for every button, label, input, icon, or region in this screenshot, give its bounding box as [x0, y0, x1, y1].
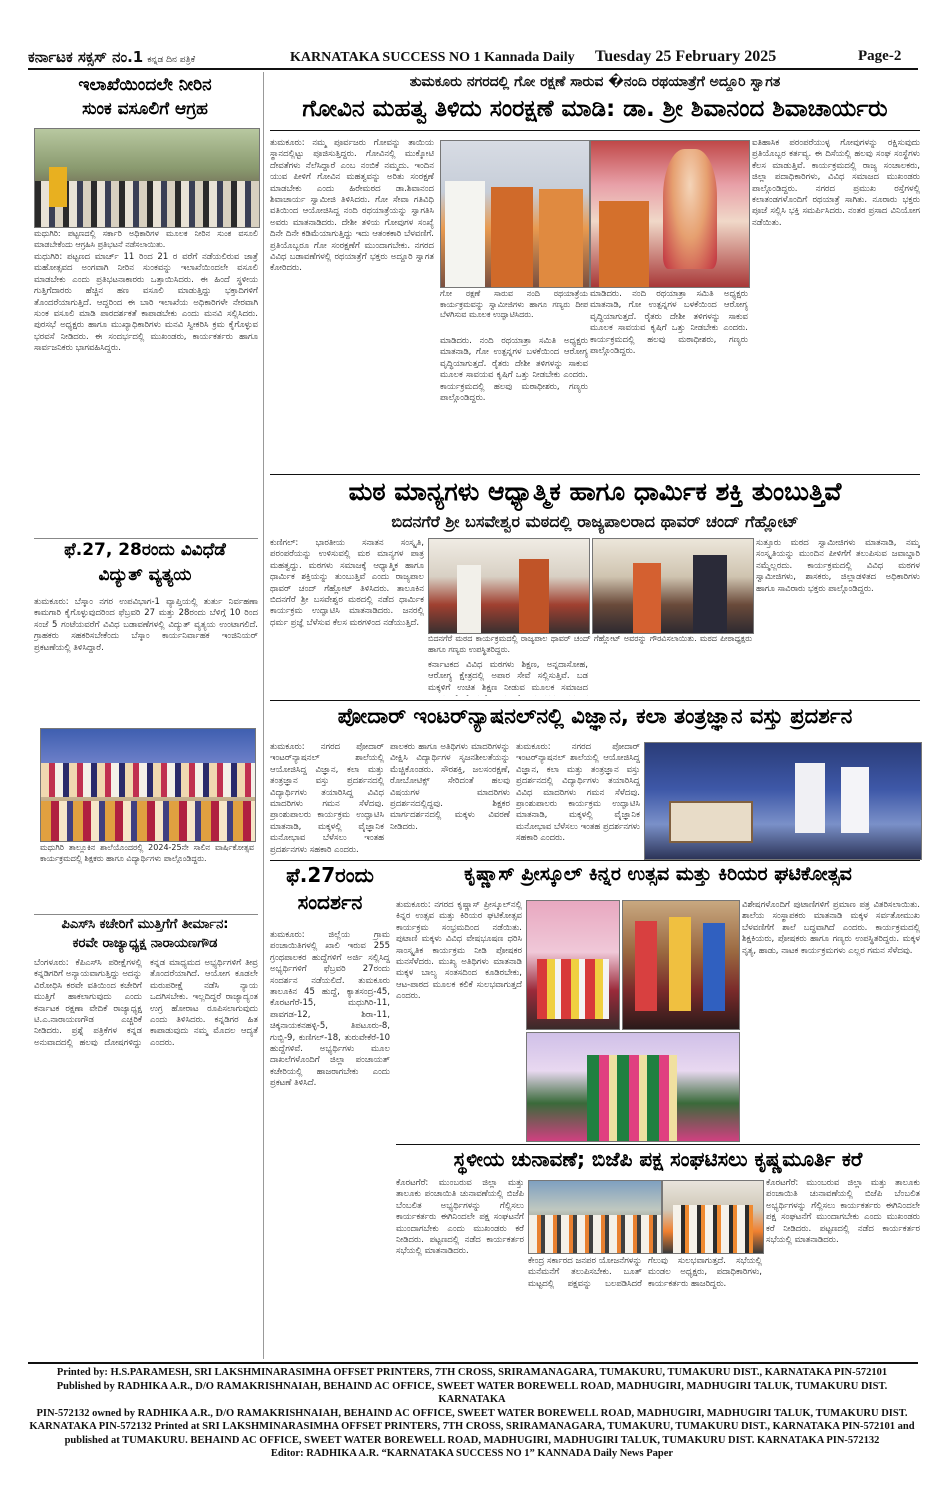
monk-figure — [633, 563, 661, 633]
lead-body-mid: ಮಾಡಿದರು. ನಂದಿ ರಥಯಾತ್ರಾ ಸಮಿತಿ ಅಧ್ಯಕ್ಷರು ಮಾತನಾಡಿ, ಗೋ ಉತ್ಪನ್ನಗಳ ಬಳಕೆಯಿಂದ ಆರೋಗ್ಯ ವೃದ್ಧಿಯಾಗುತ್ತದೆ. ರೈತರು ದೇಶೀ ತಳಿಗಳನ್ನು ಸಾಕುವ ಮೂಲಕ ಸಾವಯವ ಕೃಷಿಗೆ ಒತ್ತು ನೀಡಬೇಕು ಎಂದರು. ಕಾರ್ಯಕ್ರಮದಲ್ಲಿ ಹಲವು ಮಠಾಧೀಶರು, ಗಣ್ಯರು ಪಾಲ್ಗೊಂಡಿದ್ದರು. — [590, 289, 748, 357]
swamiji-figure-2 — [519, 559, 549, 633]
lead-body-right: ಐತಿಹಾಸಿಕ ಪರಂಪರೆಯುಳ್ಳ ಗೋವುಗಳನ್ನು ರಕ್ಷಿಸುವುದು ಪ್ರತಿಯೊಬ್ಬರ ಕರ್ತವ್ಯ. ಈ ದಿಸೆಯಲ್ಲಿ ಹಲವು ಸಂಘ ಸಂಸ್ಥೆಗಳು ಕೆಲಸ ಮಾಡುತ್ತಿವೆ. ಕಾರ್ಯಕ್ರಮದಲ್ಲಿ ರಾಜ್ಯ ಸಂಚಾಲಕರು, ಜಿಲ್ಲಾ ಪದಾಧಿಕಾರಿಗಳು, ವಿವಿಧ ಸಮಾಜದ ಮುಖಂಡರು ಪಾಲ್ಗೊಂಡಿದ್ದರು. ನಗರದ ಪ್ರಮುಖ ರಸ್ತೆಗಳಲ್ಲಿ ಕಲಾತಂಡಗಳೊಂದಿಗೆ ರಥಯಾತ್ರೆ ಸಾಗಿತು. ನೂರಾರು ಭಕ್ತರು ಪೂಜೆ ಸಲ್ಲಿಸಿ ಭಕ್ತಿ ಸಮರ್ಪಿಸಿದರು. ನಂತರ ಪ್ರಸಾದ ವಿನಿಯೋಗ ನಡೆಯಿತು. — [752, 138, 920, 228]
ladies-group — [587, 1055, 677, 1141]
student-figure — [795, 763, 825, 833]
masthead-title — [28, 48, 195, 66]
col1-headline-1a: ಇಲಾಖೆಯಿಂದಲೇ ನೀರಿನ — [78, 75, 212, 95]
story2-rule — [270, 474, 920, 475]
sidebar-headline-b: ಸಂದರ್ಶನ — [297, 890, 363, 914]
story5-body-mid: ಕೇಂದ್ರ ಸರ್ಕಾರದ ಜನಪರ ಯೋಜನೆಗಳನ್ನು ಮನೆಮನೆಗೆ ತಲುಪಿಸಬೇಕು. ಬೂತ್ ಮಟ್ಟದಲ್ಲಿ ಪಕ್ಷವನ್ನು ಬಲಪಡಿಸಿದರೆ ಗೆಲುವು ಸುಲಭವಾಗುತ್ತದೆ. ಸಭೆಯಲ್ಲಿ ಮಂಡಲ ಅಧ್ಯಕ್ಷರು, ಪದಾಧಿಕಾರಿಗಳು, ಕಾರ್ಯಕರ್ತರು ಹಾಜರಿದ್ದರು. — [528, 1256, 762, 1289]
school-group-photo — [40, 728, 256, 842]
story5-body-right: ಕೊರಟಗೆರೆ: ಮುಂಬರುವ ಜಿಲ್ಲಾ ಮತ್ತು ತಾಲೂಕು ಪಂಚಾಯಿತಿ ಚುನಾವಣೆಯಲ್ಲಿ ಬಿಜೆಪಿ ಬೆಂಬಲಿತ ಅಭ್ಯರ್ಥಿಗಳನ್ನು ಗೆಲ್ಲಿಸಲು ಕಾರ್ಯಕರ್ತರು ಈಗಿನಿಂದಲೇ ಪಕ್ಷ ಸಂಘಟನೆಗೆ ಮುಂದಾಗಬೇಕು ಎಂದು ಮುಖಂಡರು ಕರೆ ನೀಡಿದರು. ಪಟ್ಟಣದಲ್ಲಿ ನಡೆದ ಕಾರ್ಯಕರ್ತರ ಸಭೆಯಲ್ಲಿ ಮಾತನಾಡಿದರು. — [766, 1178, 920, 1246]
lead-body-left: ತುಮಕೂರು: ನಮ್ಮ ಪೂರ್ವಜರು ಗೋವನ್ನು ತಾಯಿಯ ಸ್ಥಾನದಲ್ಲಿಟ್ಟು ಪೂಜಿಸುತ್ತಿದ್ದರು. ಗೋವಿನಲ್ಲಿ ಮುಕ್ಕೋಟಿ ದೇವತೆಗಳು ನೆಲೆಸಿದ್ದಾರೆ ಎಂಬ ನಂಬಿಕೆ ನಮ್ಮದು. ಇಂದಿನ ಯುವ ಪೀಳಿಗೆ ಗೋವಿನ ಮಹತ್ವವನ್ನು ಅರಿತು ಸಂರಕ್ಷಣೆ ಮಾಡಬೇಕು ಎಂದು ಹಿರೇಮಠದ ಡಾ.ಶಿವಾನಂದ ಶಿವಾಚಾರ್ಯ ಸ್ವಾಮೀಜಿ ತಿಳಿಸಿದರು. ಗೋ ಸೇವಾ ಗತಿವಿಧಿ ವತಿಯಿಂದ ಆಯೋಜಿಸಿದ್ದ ನಂದಿ ರಥಯಾತ್ರೆಯನ್ನು ಸ್ವಾಗತಿಸಿ ಅವರು ಮಾತನಾಡಿದರು. ದೇಶೀ ತಳಿಯ ಗೋವುಗಳ ಸಂಖ್ಯೆ ದಿನೇ ದಿನೇ ಕಡಿಮೆಯಾಗುತ್ತಿದ್ದು ಇದು ಆತಂಕಕಾರಿ ಬೆಳವಣಿಗೆ. ಪ್ರತಿಯೊಬ್ಬರೂ ಗೋ ಸಂರಕ್ಷಣೆಗೆ ಮುಂದಾಗಬೇಕು. ನಗರದ ವಿವಿಧ ಬಡಾವಣೆಗಳಲ್ಲಿ ರಥಯಾತ್ರೆಗೆ ಭಕ್ತರು ಅದ್ದೂರಿ ಸ್ವಾಗತ ಕೋರಿದರು. — [270, 138, 434, 274]
governor-figure-2 — [693, 555, 727, 633]
story2-subhead: ಬಿದನಗೆರೆ ಶ್ರೀ ಬಸವೇಶ್ವರ ಮಠದಲ್ಲಿ ರಾಜ್ಯಪಾಲರಾದ ಥಾವರ್ ಚಂದ್ ಗೆಹ್ಲೋಟ್ — [391, 512, 799, 531]
story3-body-left: ತುಮಕೂರು: ನಗರದ ಪೋದಾರ್ ಇಂಟರ್‌ನ್ಯಾಷನಲ್ ಶಾಲೆಯಲ್ಲಿ ಆಯೋಜಿಸಿದ್ದ ವಿಜ್ಞಾನ, ಕಲಾ ಮತ್ತು ತಂತ್ರಜ್ಞಾನ ವಸ್ತು ಪ್ರದರ್ಶನದಲ್ಲಿ ವಿದ್ಯಾರ್ಥಿಗಳು ತಯಾರಿಸಿದ್ದ ವಿವಿಧ ಮಾದರಿಗಳು ಗಮನ ಸೆಳೆದವು. ಪ್ರಾಂಶುಪಾಲರು ಕಾರ್ಯಕ್ರಮ ಉದ್ಘಾಟಿಸಿ ಮಾತನಾಡಿ, ಮಕ್ಕಳಲ್ಲಿ ವೈಜ್ಞಾನಿಕ ಮನೋಭಾವ ಬೆಳೆಸಲು ಇಂತಹ ಪ್ರದರ್ಶನಗಳು ಸಹಕಾರಿ ಎಂದರು. — [270, 742, 384, 855]
masthead-name: ಕರ್ನಾಟಕ ಸಕ್ಸಸ್ ನಂ.1 — [28, 48, 144, 66]
story4-top-rule — [270, 860, 920, 861]
masthead-date: Tuesday 25 February 2025 — [595, 48, 777, 65]
bjp-leaders — [673, 1205, 753, 1253]
col1-headline-2a: ಫೆ.27, 28ರಂದು ವಿವಿಧೆಡೆ — [64, 540, 226, 560]
lead-photo-2 — [590, 140, 750, 288]
governor-figure — [457, 565, 481, 633]
lead-photo-1 — [440, 140, 590, 288]
lead-kicker: ತುಮಕೂರು ನಗರದಲ್ಲಿ ಗೋ ರಕ್ಷಣೆ ಸಾರುವ �ನಂದಿ ರಥಯಾತ್ರೆಗೆ ಅದ್ದೂರಿ ಸ್ವಾಗತ — [409, 74, 781, 90]
col1-separator — [34, 538, 258, 539]
sidebar-headline — [270, 864, 390, 914]
col1-headline-1b: ಸುಂಕ ವಸೂಲಿಗೆ ಆಗ್ರಹ — [82, 98, 208, 119]
deity-image — [663, 149, 717, 269]
story3-body-mid: ಪಾಲಕರು ಹಾಗೂ ಅತಿಥಿಗಳು ಮಾದರಿಗಳನ್ನು ವೀಕ್ಷಿಸಿ ವಿದ್ಯಾರ್ಥಿಗಳ ಸೃಜನಶೀಲತೆಯನ್ನು ಮೆಚ್ಚಿಕೊಂಡರು. ಸೌರಶಕ್ತಿ, ಜಲಸಂರಕ್ಷಣೆ, ರೋಬೋಟಿಕ್ಸ್ ಸೇರಿದಂತೆ ಹಲವು ವಿಷಯಗಳ ಮಾದರಿಗಳು ಪ್ರದರ್ಶನದಲ್ಲಿದ್ದವು. ಶಿಕ್ಷಕರ ಮಾರ್ಗದರ್ಶನದಲ್ಲಿ ಮಕ್ಕಳು ವಿವರಣೆ ನೀಡಿದರು. — [390, 742, 510, 832]
imprint-line-4: KARNATAKA PIN-572132 Printed at SRI LAKSHMINARASIMHA OFFSET PRINTERS, 7TH CROSS, SRIRAMANAGARA, TUMAKURU, TUMAKURU DIST., KARNATAKA PIN-572101 and — [29, 1421, 915, 1432]
lead-headline: ಗೋವಿನ ಮಹತ್ವ ತಿಳಿದು ಸಂರಕ್ಷಣೆ ಮಾಡಿ: ಡಾ. ಶ್ರೀ ಶಿವಾನಂದ ಶಿವಾಚಾರ್ಯರು — [302, 96, 888, 122]
preschool-photo-3 — [526, 1032, 740, 1142]
story5-rule — [396, 1144, 920, 1145]
story2-body-mid: ಕರ್ನಾಟಕದ ವಿವಿಧ ಮಠಗಳು ಶಿಕ್ಷಣ, ಅನ್ನದಾಸೋಹ, ಆರೋಗ್ಯ ಕ್ಷೇತ್ರದಲ್ಲಿ ಅಪಾರ ಸೇವೆ ಸಲ್ಲಿಸುತ್ತಿವೆ. ಬಡ ಮಕ್ಕಳಿಗೆ ಉಚಿತ ಶಿಕ್ಷಣ ನೀಡುವ ಮೂಲಕ ಸಮಾಜದ — [428, 660, 588, 693]
student-figure-2 — [841, 767, 869, 833]
story3-rule — [270, 700, 920, 701]
story3-body-mid2: ತುಮಕೂರು: ನಗರದ ಪೋದಾರ್ ಇಂಟರ್‌ನ್ಯಾಷನಲ್ ಶಾಲೆಯಲ್ಲಿ ಆಯೋಜಿಸಿದ್ದ ವಿಜ್ಞಾನ, ಕಲಾ ಮತ್ತು ತಂತ್ರಜ್ಞಾನ ವಸ್ತು ಪ್ರದರ್ಶನದಲ್ಲಿ ವಿದ್ಯಾರ್ಥಿಗಳು ತಯಾರಿಸಿದ್ದ ವಿವಿಧ ಮಾದರಿಗಳು ಗಮನ ಸೆಳೆದವು. ಪ್ರಾಂಶುಪಾಲರು ಕಾರ್ಯಕ್ರಮ ಉದ್ಘಾಟಿಸಿ ಮಾತನಾಡಿ, ಮಕ್ಕಳಲ್ಲಿ ವೈಜ್ಞಾನಿಕ ಮನೋಭಾವ ಬೆಳೆಸಲು ಇಂತಹ ಪ್ರದರ್ಶನಗಳು ಸಹಕಾರಿ ಎಂದರು. — [516, 742, 640, 844]
col1-article1-body: ಮಧುಗಿರಿ: ಪಟ್ಟಣದ ಮಾರ್ಚ್ 11 ರಿಂದ 21 ರ ವರೆಗೆ ನಡೆಯಲಿರುವ ಜಾತ್ರೆ ಮಹೋತ್ಸವದ ಅಂಗವಾಗಿ ನೀರಿನ ಸುಂಕವನ್ನು ಇಲಾಖೆಯಿಂದಲೇ ವಸೂಲಿ ಮಾಡಬೇಕು ಎಂದು ಪ್ರತಿಭಟನಾಕಾರರು ಒತ್ತಾಯಿಸಿದರು. ಈ ಹಿಂದೆ ಸ್ಥಳೀಯ ಗುತ್ತಿಗೆದಾರರು ಹೆಚ್ಚಿನ ಹಣ ವಸೂಲಿ ಮಾಡುತ್ತಿದ್ದು ಭಕ್ತಾದಿಗಳಿಗೆ ತೊಂದರೆಯಾಗುತ್ತಿದೆ. ಆದ್ದರಿಂದ ಈ ಬಾರಿ ಇಲಾಖೆಯ ಅಧಿಕಾರಿಗಳೇ ನೇರವಾಗಿ ಸುಂಕ ವಸೂಲಿ ಮಾಡಿ ಪಾರದರ್ಶಕತೆ ಕಾಪಾಡಬೇಕು ಎಂದು ಮನವಿ ಸಲ್ಲಿಸಿದರು. ಪುರಸಭೆ ಅಧ್ಯಕ್ಷರು ಹಾಗೂ ಮುಖ್ಯಾಧಿಕಾರಿಗಳು ಮನವಿ ಸ್ವೀಕರಿಸಿ ಕ್ರಮ ಕೈಗೊಳ್ಳುವ ಭರವಸೆ ನೀಡಿದರು. ಈ ಸಂದರ್ಭದಲ್ಲಿ ಮುಖಂಡರು, ಕಾರ್ಯಕರ್ತರು ಹಾಗೂ ಸಾರ್ವಜನಿಕರು ಭಾಗವಹಿಸಿದ್ದರು. — [34, 252, 258, 354]
costume-figure-2 — [669, 917, 691, 1011]
protest-photo — [34, 128, 260, 228]
col1-headline-2 — [34, 541, 256, 585]
story5-body-left: ಕೊರಟಗೆರೆ: ಮುಂಬರುವ ಜಿಲ್ಲಾ ಮತ್ತು ತಾಲೂಕು ಪಂಚಾಯಿತಿ ಚುನಾವಣೆಯಲ್ಲಿ ಬಿಜೆಪಿ ಬೆಂಬಲಿತ ಅಭ್ಯರ್ಥಿಗಳನ್ನು ಗೆಲ್ಲಿಸಲು ಕಾರ್ಯಕರ್ತರು ಈಗಿನಿಂದಲೇ ಪಕ್ಷ ಸಂಘಟನೆಗೆ ಮುಂದಾಗಬೇಕು ಎಂದು ಮುಖಂಡರು ಕರೆ ನೀಡಿದರು. ಪಟ್ಟಣದಲ್ಲಿ ನಡೆದ ಕಾರ್ಯಕರ್ತರ ಸಭೆಯಲ್ಲಿ ಮಾತನಾಡಿದರು. — [396, 1178, 524, 1257]
sidebar-body: ತುಮಕೂರು: ಜಿಲ್ಲೆಯ ಗ್ರಾಮ ಪಂಚಾಯಿತಿಗಳಲ್ಲಿ ಖಾಲಿ ಇರುವ 255 ಗ್ರಂಥಪಾಲಕರ ಹುದ್ದೆಗಳಿಗೆ ಅರ್ಜಿ ಸಲ್ಲಿಸಿದ್ದ ಅಭ್ಯರ್ಥಿಗಳಿಗೆ ಫೆಬ್ರವರಿ 27ರಂದು ಸಂದರ್ಶನ ನಡೆಯಲಿದೆ. ತುಮಕೂರು ತಾಲೂಕಿನ 45 ಹುದ್ದೆ, ಕ್ಯಾತಸಂದ್ರ-45, ಕೊರಟಗೆರೆ-15, ಮಧುಗಿರಿ-11, ಪಾವಗಡ-12, ಶಿರಾ-11, ಚಿಕ್ಕನಾಯಕನಹಳ್ಳಿ-5, ತಿಪಟೂರು-8, ಗುಬ್ಬಿ-9, ಕುಣಿಗಲ್-18, ತುರುವೇಕೆರೆ-10 ಹುದ್ದೆಗಳಿವೆ. ಅಭ್ಯರ್ಥಿಗಳು ಮೂಲ ದಾಖಲೆಗಳೊಂದಿಗೆ ಜಿಲ್ಲಾ ಪಂಚಾಯತ್ ಕಚೇರಿಯಲ್ಲಿ ಹಾಜರಾಗಬೇಕು ಎಂದು ಪ್ರಕಟಣೆ ತಿಳಿಸಿದೆ. — [270, 930, 390, 1089]
protest-caption: ಮಧುಗಿರಿ: ಪಟ್ಟಣದಲ್ಲಿ ಸರ್ಕಾರಿ ಅಧಿಕಾರಿಗಳ ಮೂಲಕ ನೀರಿನ ಸುಂಕ ವಸೂಲಿ ಮಾಡಬೇಕೆಂದು ಆಗ್ರಹಿಸಿ ಪ್ರತಿಭಟನೆ ನಡೆಸಲಾಯಿತು. — [34, 229, 258, 249]
story2-photo-1 — [428, 538, 590, 634]
story2-photo-2 — [592, 538, 754, 634]
col1-headline-2b: ವಿದ್ಯುತ್ ವ್ಯತ್ಯಯ — [98, 564, 192, 585]
masthead-english-name: KARNATAKA SUCCESS NO 1 Kannada Daily — [290, 50, 575, 65]
bridge-model — [669, 801, 753, 843]
col1-headline-1 — [34, 76, 256, 119]
flag-shape — [49, 167, 67, 207]
imprint-line-2: Published by RADHIKA A.R., D/O RAMAKRISHNAIAH, BEHAIND AC OFFICE, SWEET WATER BOREWELL ROAD, MADHUGIRI, MADHUGIRI TALUK, TUMAKURU DIST. KARNATAKA — [56, 1380, 888, 1405]
costume-figure-1 — [635, 921, 657, 1011]
protest-crowd — [35, 181, 259, 227]
story2-caption: ಬಿದನಗೆರೆ ಮಠದ ಕಾರ್ಯಕ್ರಮದಲ್ಲಿ ರಾಜ್ಯಪಾಲ ಥಾವರ್ ಚಂದ್ ಗೆಹ್ಲೋಟ್ ಅವರನ್ನು ಗೌರವಿಸಲಾಯಿತು. ಮಠದ ಪೀಠಾಧ್ಯಕ್ಷರು ಹಾಗೂ ಗಣ್ಯರು ಉಪಸ್ಥಿತರಿದ್ದರು. — [428, 634, 752, 654]
footer-rule — [28, 1362, 918, 1364]
imprint-line-6: Editor: RADHIKA A.R. “KARNATAKA SUCCESS NO 1” KANNADA Daily News Paper — [270, 1448, 674, 1459]
lead-caption: ಗೋ ರಕ್ಷಣೆ ಸಾರುವ ನಂದಿ ರಥಯಾತ್ರೆಯ ಕಾರ್ಯಕ್ರಮವನ್ನು ಸ್ವಾಮೀಜಿಗಳು ಹಾಗೂ ಗಣ್ಯರು ದೀಪ ಬೆಳಗಿಸುವ ಮೂಲಕ ಉದ್ಘಾಟಿಸಿದರು. — [440, 289, 588, 319]
children-costume — [537, 959, 609, 1019]
imprint — [22, 1366, 922, 1461]
imprint-line-5: published at TUMAKURU. BEHAIND AC OFFICE, SWEET WATER BOREWELL ROAD, MADHUGIRI, MADHUGIRI TALUK, TUMAKURU DIST. KARNATAKA PIN-572132 — [64, 1434, 880, 1446]
lead-body-left-cont: ಮಾಡಿದರು. ನಂದಿ ರಥಯಾತ್ರಾ ಸಮಿತಿ ಅಧ್ಯಕ್ಷರು ಮಾತನಾಡಿ, ಗೋ ಉತ್ಪನ್ನಗಳ ಬಳಕೆಯಿಂದ ಆರೋಗ್ಯ ವೃದ್ಧಿಯಾಗುತ್ತದೆ. ರೈತರು ದೇಶೀ ತಳಿಗಳನ್ನು ಸಾಕುವ ಮೂಲಕ ಸಾವಯವ ಕೃಷಿಗೆ ಒತ್ತು ನೀಡಬೇಕು ಎಂದರು. ಕಾರ್ಯಕ್ರಮದಲ್ಲಿ ಹಲವು ಮಠಾಧೀಶರು, ಗಣ್ಯರು ಪಾಲ್ಗೊಂಡಿದ್ದರು. — [440, 336, 588, 404]
col1-separator-2 — [34, 914, 258, 915]
col1-headline-3 — [34, 918, 256, 952]
story2-body-left: ಕುಣಿಗಲ್: ಭಾರತೀಯ ಸನಾತನ ಸಂಸ್ಕೃತಿ, ಪರಂಪರೆಯನ್ನು ಉಳಿಸುವಲ್ಲಿ ಮಠ ಮಾನ್ಯಗಳ ಪಾತ್ರ ಮಹತ್ವದ್ದು. ಮಠಗಳು ಸಮಾಜಕ್ಕೆ ಆಧ್ಯಾತ್ಮಿಕ ಹಾಗೂ ಧಾರ್ಮಿಕ ಶಕ್ತಿಯನ್ನು ತುಂಬುತ್ತಿವೆ ಎಂದು ರಾಜ್ಯಪಾಲ ಥಾವರ್ ಚಂದ್ ಗೆಹ್ಲೋಟ್ ತಿಳಿಸಿದರು. ತಾಲೂಕಿನ ಬಿದನಗೆರೆ ಶ್ರೀ ಬಸವೇಶ್ವರ ಮಠದಲ್ಲಿ ನಡೆದ ಧಾರ್ಮಿಕ ಕಾರ್ಯಕ್ರಮ ಉದ್ಘಾಟಿಸಿ ಮಾತನಾಡಿದರು. ಜನರಲ್ಲಿ ಧರ್ಮ ಪ್ರಜ್ಞೆ ಬೆಳೆಸುವ ಕೆಲಸ ಮಠಗಳಿಂದ ನಡೆಯುತ್ತಿದೆ. — [270, 538, 424, 628]
story4-headline: ಕೃಷ್ಣಾಸ್ ಪ್ರೀಸ್ಕೂಲ್ ಕಿನ್ನರ ಉತ್ಸವ ಮತ್ತು ಕಿರಿಯರ ಘಟಿಕೋತ್ಸವ — [464, 863, 852, 885]
school-caption: ಮಧುಗಿರಿ ತಾಲ್ಲೂಕಿನ ಶಾಲೆಯೊಂದರಲ್ಲಿ 2024-25ನೇ ಸಾಲಿನ ವಾರ್ಷಿಕೋತ್ಸವ ಕಾರ್ಯಕ್ರಮದಲ್ಲಿ ಶಿಕ್ಷಕರು ಹಾಗೂ ವಿದ್ಯಾರ್ಥಿಗಳು ಪಾಲ್ಗೊಂಡಿದ್ದರು. — [40, 843, 254, 863]
figure-white — [445, 181, 485, 287]
imprint-line-3: PIN-572132 owned by RADHIKA A.R., D/O RAMAKRISHNAIAH, BEHAIND AC OFFICE, SWEET WATER BOREWELL ROAD, MADHUGIRI, MADHUGIRI TALUK, TUMAKURU DIST. — [36, 1407, 908, 1419]
col1-article2-body: ತುಮಕೂರು: ಬೆಸ್ಕಾಂ ನಗರ ಉಪವಿಭಾಗ-1 ವ್ಯಾಪ್ತಿಯಲ್ಲಿ ತುರ್ತು ನಿರ್ವಹಣಾ ಕಾಮಗಾರಿ ಕೈಗೊಳ್ಳುವುದರಿಂದ ಫೆಬ್ರವರಿ 27 ಮತ್ತು 28ರಂದು ಬೆಳಿಗ್ಗೆ 10 ರಿಂದ ಸಂಜೆ 5 ಗಂಟೆಯವರೆಗೆ ವಿವಿಧ ಬಡಾವಣೆಗಳಲ್ಲಿ ವಿದ್ಯುತ್ ವ್ಯತ್ಯಯ ಉಂಟಾಗಲಿದೆ. ಗ್ರಾಹಕರು ಸಹಕರಿಸಬೇಕೆಂದು ಬೆಸ್ಕಾಂ ಕಾರ್ಯನಿರ್ವಾಹಕ ಇಂಜಿನಿಯರ್ ಪ್ರಕಟಣೆಯಲ್ಲಿ ತಿಳಿಸಿದ್ದಾರೆ. — [34, 597, 258, 653]
story2-headline: ಮಠ ಮಾನ್ಯಗಳು ಆಧ್ಯಾತ್ಮಿಕ ಹಾಗೂ ಧಾರ್ಮಿಕ ಶಕ್ತಿ ತುಂಬುತ್ತಿವೆ — [348, 477, 842, 506]
col1-article3-body: ಬೆಂಗಳೂರು: ಕೆಪಿಎಸ್‍ಸಿ ಪರೀಕ್ಷೆಗಳಲ್ಲಿ ಕನ್ನಡಿಗರಿಗೆ ಅನ್ಯಾಯವಾಗುತ್ತಿದ್ದು ಅದನ್ನು ವಿರೋಧಿಸಿ ಕರವೇ ವತಿಯಿಂದ ಕಚೇರಿಗೆ ಮುತ್ತಿಗೆ ಹಾಕಲಾಗುವುದು ಎಂದು ಕರ್ನಾಟಕ ರಕ್ಷಣಾ ವೇದಿಕೆ ರಾಜ್ಯಾಧ್ಯಕ್ಷ ಟಿ.ಎ.ನಾರಾಯಣಗೌಡ ಎಚ್ಚರಿಕೆ ನೀಡಿದರು. ಪ್ರಶ್ನೆ ಪತ್ರಿಕೆಗಳ ಕನ್ನಡ ಅನುವಾದದಲ್ಲಿ ಹಲವು ದೋಷಗಳಿದ್ದು ಕನ್ನಡ ಮಾಧ್ಯಮದ ಅಭ್ಯರ್ಥಿಗಳಿಗೆ ತೀವ್ರ ತೊಂದರೆಯಾಗಿದೆ. ಆಯೋಗ ಕೂಡಲೇ ಮರುಪರೀಕ್ಷೆ ನಡೆಸಿ ನ್ಯಾಯ ಒದಗಿಸಬೇಕು. ಇಲ್ಲದಿದ್ದರೆ ರಾಜ್ಯಾದ್ಯಂತ ಉಗ್ರ ಹೋರಾಟ ರೂಪಿಸಲಾಗುವುದು ಎಂದು ತಿಳಿಸಿದರು. ಕನ್ನಡಿಗರ ಹಿತ ಕಾಪಾಡುವುದು ನಮ್ಮ ಮೊದಲ ಆದ್ಯತೆ ಎಂದರು. — [34, 958, 258, 1048]
story4-body-right: ವಿಶೇಷಗಳೊಂದಿಗೆ ಪುಟಾಣಿಗಳಿಗೆ ಪ್ರಮಾಣ ಪತ್ರ ವಿತರಿಸಲಾಯಿತು. ಶಾಲೆಯ ಸಂಸ್ಥಾಪಕರು ಮಾತನಾಡಿ ಮಕ್ಕಳ ಸರ್ವತೋಮುಖ ಬೆಳವಣಿಗೆಗೆ ಶಾಲೆ ಬದ್ಧವಾಗಿದೆ ಎಂದರು. ಕಾರ್ಯಕ್ರಮದಲ್ಲಿ ಶಿಕ್ಷಕಿಯರು, ಪೋಷಕರು ಹಾಗೂ ಗಣ್ಯರು ಉಪಸ್ಥಿತರಿದ್ದರು. ಮಕ್ಕಳ ನೃತ್ಯ, ಹಾಡು, ನಾಟಕ ಕಾರ್ಯಕ್ರಮಗಳು ಎಲ್ಲರ ಗಮನ ಸೆಳೆದವು. — [742, 900, 920, 956]
col1-headline-3b: ಕರವೇ ರಾಜ್ಯಾಧ್ಯಕ್ಷ ನಾರಾಯಣಗೌಡ — [72, 935, 218, 951]
bjp-photo-2 — [662, 1180, 764, 1254]
group-row-back — [41, 763, 255, 797]
sidebar-headline-a: ಫೆ.27ರಂದು — [286, 863, 374, 887]
costume-figure-3 — [703, 923, 725, 1011]
column-divider — [263, 72, 264, 1359]
group-row-front — [41, 801, 255, 841]
bjp-crowd — [529, 1215, 661, 1253]
story2-body-right: ಸುತ್ತೂರು ಮಠದ ಸ್ವಾಮೀಜಿಗಳು ಮಾತನಾಡಿ, ನಮ್ಮ ಸಂಸ್ಕೃತಿಯನ್ನು ಮುಂದಿನ ಪೀಳಿಗೆಗೆ ತಲುಪಿಸುವ ಜವಾಬ್ದಾರಿ ನಮ್ಮೆಲ್ಲರದು. ಕಾರ್ಯಕ್ರಮದಲ್ಲಿ ವಿವಿಧ ಮಠಗಳ ಸ್ವಾಮೀಜಿಗಳು, ಶಾಸಕರು, ಜಿಲ್ಲಾಡಳಿತದ ಅಧಿಕಾರಿಗಳು ಹಾಗೂ ಸಾವಿರಾರು ಭಕ್ತರು ಪಾಲ್ಗೊಂಡಿದ್ದರು. — [756, 538, 920, 594]
figure-saffron — [491, 187, 533, 287]
exhibition-photo — [644, 742, 922, 860]
imprint-line-1: Printed by: H.S.PARAMESH, SRI LAKSHMINARASIMHA OFFSET PRINTERS, 7TH CROSS, SRIRAMANAGARA, TUMAKURU, TUMAKURU DIST., KARNATAKA PIN-572101 — [56, 1367, 888, 1378]
story4-body-left: ತುಮಕೂರು: ನಗರದ ಕೃಷ್ಣಾಸ್ ಪ್ರೀಸ್ಕೂಲ್‌ನಲ್ಲಿ ಕಿನ್ನರ ಉತ್ಸವ ಮತ್ತು ಕಿರಿಯರ ಘಟಿಕೋತ್ಸವ ಕಾರ್ಯಕ್ರಮ ಸಂಭ್ರಮದಿಂದ ನಡೆಯಿತು. ಪುಟಾಣಿ ಮಕ್ಕಳು ವಿವಿಧ ವೇಷಭೂಷಣ ಧರಿಸಿ ಸಾಂಸ್ಕೃತಿಕ ಕಾರ್ಯಕ್ರಮ ನೀಡಿ ಪೋಷಕರ ಮನಸೆಳೆದರು. ಮುಖ್ಯ ಅತಿಥಿಗಳು ಮಾತನಾಡಿ ಮಕ್ಕಳ ಬಾಲ್ಯ ಸಂತಸದಿಂದ ಕೂಡಿರಬೇಕು, ಆಟ-ಪಾಠದ ಮೂಲಕ ಕಲಿಕೆ ಸುಲಭವಾಗುತ್ತದೆ ಎಂದರು. — [396, 900, 522, 1002]
col1-headline-3a: ಪಿಎಸ್‍ಸಿ ಕಚೇರಿಗೆ ಮುತ್ತಿಗೆಗೆ ತೀರ್ಮಾನ: — [61, 917, 229, 932]
page-number: Page-2 — [858, 48, 902, 64]
story3-headline: ಪೋದಾರ್ ಇಂಟರ್‌ನ್ಯಾಷನಲ್‌ನಲ್ಲಿ ವಿಜ್ಞಾನ, ಕಲಾ ತಂತ್ರಜ್ಞಾನ ವಸ್ತು ಪ್ರದರ್ಶನ — [337, 704, 853, 728]
lead-rule — [270, 130, 920, 131]
swamiji-figure — [599, 201, 649, 287]
story5-headline: ಸ್ಥಳೀಯ ಚುನಾವಣೆ; ಬಿಜೆಪಿ ಪಕ್ಷ ಸಂಘಟಿಸಲು ಕೃಷ್ಣಮೂರ್ತಿ ಕರೆ — [453, 1147, 863, 1171]
preschool-photo-2 — [622, 900, 740, 1030]
masthead-tagline: ಕನ್ನಡ ದಿನ ಪತ್ರಿಕೆ — [147, 55, 196, 65]
masthead-rule — [28, 68, 918, 70]
figure-saffron-2 — [539, 189, 583, 287]
preschool-photo-1 — [526, 900, 620, 1030]
bjp-photo-1 — [528, 1180, 662, 1254]
